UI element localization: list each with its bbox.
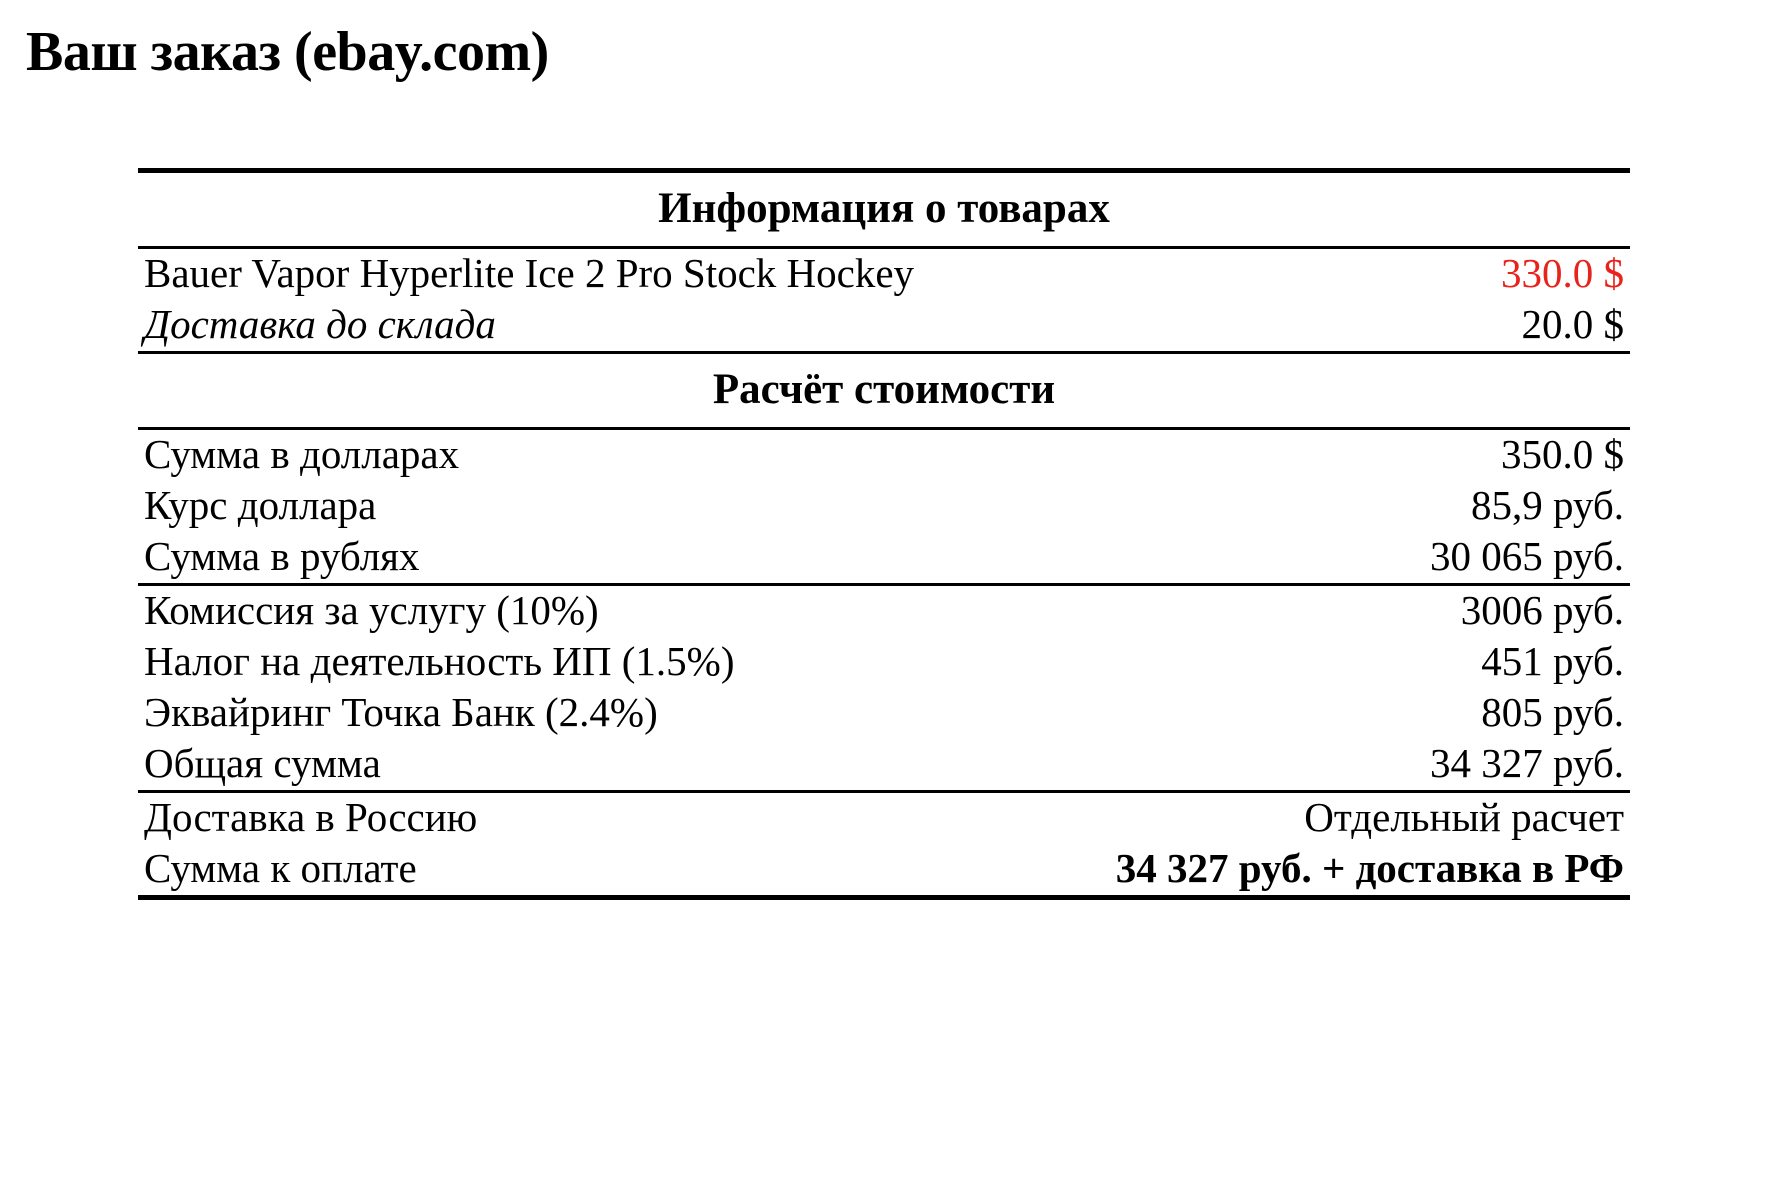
table-row (138, 248, 1630, 301)
section-header-calculation (138, 353, 1630, 429)
amount-rub-label: Сумма в рублях (144, 533, 420, 579)
table-row (138, 300, 1630, 353)
russia-shipping-label: Доставка в Россию (138, 792, 1034, 845)
total-sum-value: 34 327 руб. (1429, 740, 1624, 786)
table-row (138, 844, 1630, 898)
item-price: 330.0 $ (1034, 248, 1630, 301)
acquiring-fee-label: Эквайринг Точка Банк (2.4%) (144, 689, 658, 735)
amount-usd-label: Сумма в долларах (138, 429, 1034, 482)
table-row (138, 429, 1630, 482)
section-header-items-label: Информация о товарах (138, 171, 1630, 248)
amount-due-label: Сумма к оплате (138, 844, 1034, 898)
amount-usd-value: 350.0 $ (1034, 429, 1630, 482)
warehouse-shipping-value: 20.0 $ (1521, 301, 1624, 347)
business-tax-value: 451 руб. (1481, 638, 1624, 684)
table-row (138, 792, 1630, 845)
page-title: Ваш заказ (ebay.com) (26, 21, 549, 83)
usd-rate-value: 85,9 руб. (1470, 482, 1624, 528)
total-sum-label: Общая сумма (144, 740, 381, 786)
service-fee-value: 3006 руб. (1034, 585, 1630, 638)
table-row (138, 585, 1630, 638)
table-row (138, 532, 1630, 585)
business-tax-label: Налог на деятельность ИП (1.5%) (144, 638, 735, 684)
order-summary-table-wrapper (138, 168, 1630, 900)
table-row (138, 688, 1630, 739)
section-header-items (138, 171, 1630, 248)
table-row (138, 739, 1630, 792)
russia-shipping-value: Отдельный расчет (1034, 792, 1630, 845)
service-fee-label: Комиссия за услугу (10%) (138, 585, 1034, 638)
table-row (138, 637, 1630, 688)
acquiring-fee-value: 805 руб. (1481, 689, 1624, 735)
amount-rub-value: 30 065 руб. (1429, 533, 1624, 579)
amount-due-value: 34 327 руб. + доставка в РФ (1034, 844, 1630, 898)
section-header-calculation-label: Расчёт стоимости (138, 353, 1630, 429)
item-name: Bauer Vapor Hyperlite Ice 2 Pro Stock Hockey (138, 248, 1034, 301)
usd-rate-label: Курс доллара (144, 482, 377, 528)
table-row (138, 481, 1630, 532)
warehouse-shipping-label: Доставка до склада (144, 301, 496, 347)
order-summary-table (138, 168, 1630, 900)
